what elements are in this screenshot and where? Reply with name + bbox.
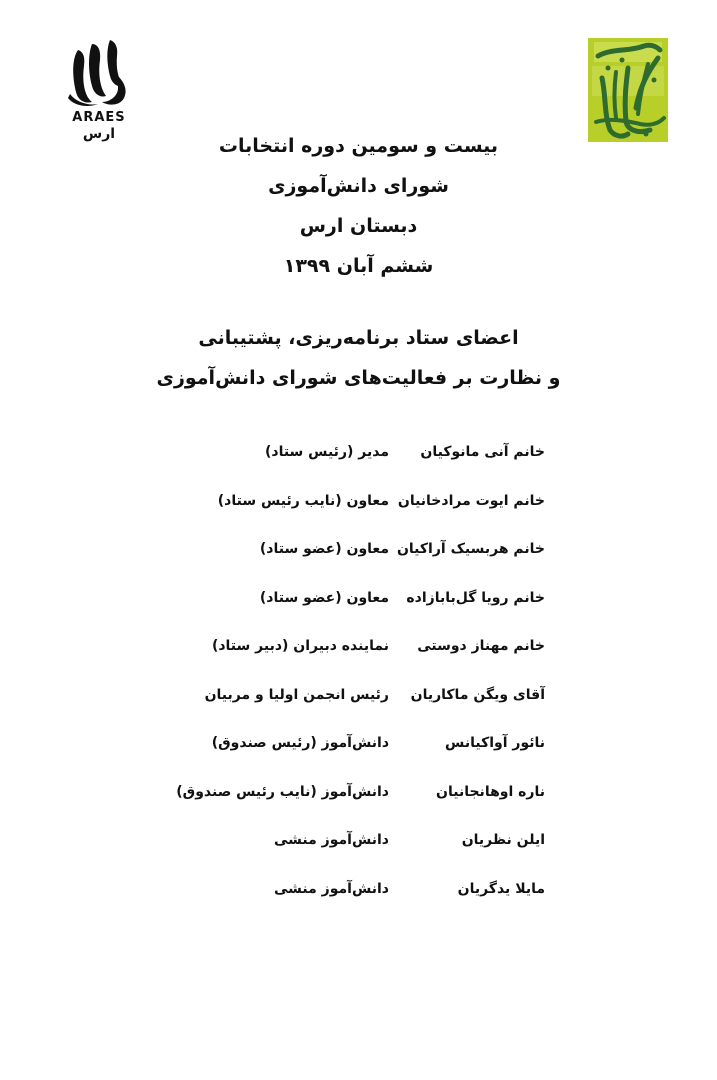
- member-name: آقای ویگن ماکاریان: [410, 686, 545, 703]
- logo-persian-text: ارس: [82, 126, 116, 142]
- member-name: خانم مهناز دوستی: [417, 638, 545, 654]
- title-line-date: ششم آبان ۱۳۹۹: [283, 255, 434, 277]
- list-item: [0, 626, 717, 675]
- member-role: معاون (عضو ستاد): [259, 541, 389, 557]
- document-title-block: [150, 126, 567, 286]
- title-line-council: شورای دانش‌آموزی: [268, 175, 449, 197]
- committee-heading: [150, 318, 567, 398]
- member-role: رئیس انجمن اولیا و مربیان: [204, 686, 389, 703]
- aras-school-logo: [62, 36, 136, 140]
- member-role: دانش‌آموز منشی: [273, 880, 389, 897]
- list-item: [0, 723, 717, 772]
- list-item: [0, 432, 717, 481]
- member-name: خانم ایوت مرادخانیان: [397, 492, 545, 509]
- member-name: خانم آنی مانوکیان: [420, 444, 545, 460]
- member-role: مدیر (رئیس ستاد): [264, 444, 389, 460]
- committee-heading-line1: اعضای ستاد برنامه‌ریزی، پشتیبانی: [198, 327, 519, 349]
- committee-heading-line2: و نظارت بر فعالیت‌های شورای دانش‌آموزی: [156, 367, 561, 389]
- member-name: خانم هربسیک آراکیان: [396, 541, 545, 557]
- member-role: نماینده دبیران (دبیر ستاد): [211, 638, 389, 654]
- list-item: [0, 578, 717, 627]
- member-role: معاون (نایب رئیس ستاد): [217, 492, 389, 509]
- title-line-election: بیست و سومین دوره انتخابات: [218, 135, 499, 157]
- logo-latin-text: ARAES: [72, 110, 126, 125]
- members-list: [0, 432, 717, 917]
- member-name: ناره اوهانجانیان: [436, 783, 545, 800]
- member-role: دانش‌آموز (رئیس صندوق): [211, 735, 389, 751]
- aras-school-logo-icon: [62, 36, 136, 108]
- list-item: [0, 869, 717, 918]
- list-item: [0, 481, 717, 530]
- list-item: [0, 820, 717, 869]
- member-name: خانم رویا گل‌بابازاده: [406, 589, 545, 606]
- member-name: نائور آواکیانس: [445, 735, 545, 751]
- school-excellence-calligraphy-icon: [588, 38, 668, 142]
- member-name: ایلن نظریان: [461, 832, 545, 848]
- title-line-school: دبستان ارس: [299, 215, 418, 237]
- member-name: مایلا یدگریان: [457, 880, 545, 897]
- list-item: [0, 529, 717, 578]
- member-role: معاون (عضو ستاد): [259, 589, 389, 606]
- member-role: دانش‌آموز (نایب رئیس صندوق): [176, 783, 389, 800]
- list-item: [0, 772, 717, 821]
- list-item: [0, 675, 717, 724]
- member-role: دانش‌آموز منشی: [273, 832, 389, 848]
- school-excellence-logo: [588, 38, 668, 142]
